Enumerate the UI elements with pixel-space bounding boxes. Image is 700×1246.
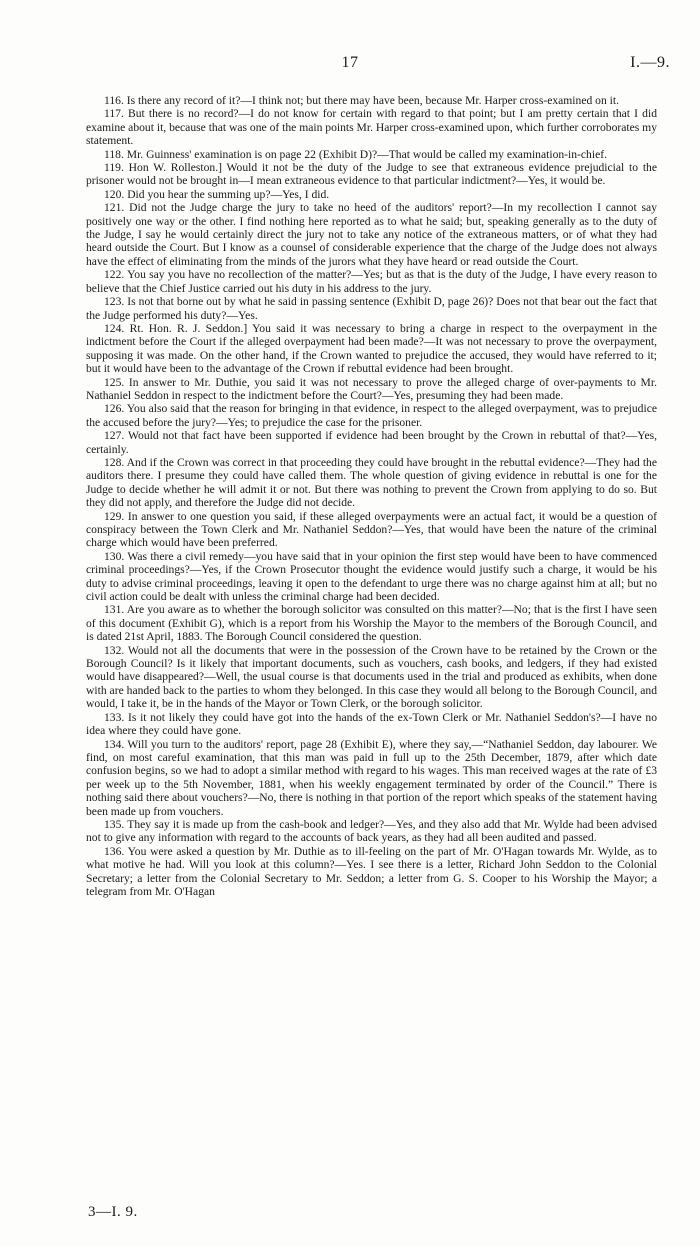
paragraph-133: 133. Is it not likely they could have got into the hands of the ex-Town Clerk or Mr. Nathaniel Seddon's?—I have no idea where they could have gone.: [86, 710, 657, 738]
paragraph-126: 126. You also said that the reason for bringing in that evidence, in respect to the alleged overpayment, was to prejudice the accused before the jury?—Yes; to prejudice the case for the prisoner.: [86, 402, 657, 429]
paragraph-120: 120. Did you hear the summing up?—Yes, I did.: [104, 187, 330, 201]
paragraph-122: 122. You say you have no recollection of the matter?—Yes; but as that is the duty of the Judge, I have every reason to believe that the Chief Justice carried out his duty in his address to the jury.: [86, 268, 657, 295]
document-reference: I.—9.: [630, 54, 670, 71]
page-signature: 3—I. 9.: [88, 1204, 138, 1220]
paragraph-125: 125. In answer to Mr. Duthie, you said it was not necessary to prove the alleged charge of over-payments to Mr. Nathaniel Seddon in respect to the indictment before the Court?—Yes, presuming they had been made.: [86, 375, 657, 402]
paragraph-129: 129. In answer to one question you said, if these alleged overpayments were an actual fact, it would be a question of conspiracy between the Town Clerk and Mr. Nathaniel Seddon?—Yes, that would have been the nature of the criminal charge which would have been preferred.: [86, 509, 657, 550]
page-number: 17: [341, 54, 359, 71]
paragraph-121: 121. Did not the Judge charge the jury to take no heed of the auditors' report?—In my recollection I cannot say positively one way or the other. I find nothing here reported as to what he said; but, speaking generally as to the duty of the Judge, I say he would certainly direct the jury not to take any notice of the extraneous matters, or of what they had heard outside the Court. But I know as a counsel of considerable experience that the charge of the Judge does not always have the effect of eliminating from the minds of the jurors what they have heard or read outside the Court.: [86, 201, 657, 268]
paragraph-132: 132. Would not all the documents that were in the possession of the Crown have to be retained by the Crown or the Borough Council? Is it likely that important documents, such as vouchers, cash books, and ledgers, if they had existed would have disappeared?—Well, the usual course is that documents used in the trial and produced as exhibits, when done with are handed back to the parties to whom they belonged. In this case they would all belong to the Borough Council, and would, I take it, be in the hands of the Mayor or Town Clerk, or the borough solicitor.: [86, 643, 657, 711]
paragraph-118: 118. Mr. Guinness' examination is on page 22 (Exhibit D)?—That would be called my examination-in-chief.: [104, 147, 607, 161]
paragraph-131: 131. Are you aware as to whether the borough solicitor was consulted on this matter?—No; that is the first I have seen of this document (Exhibit G), which is a report from his Worship the Mayor to the members of the Borough Council, and is dated 21st April, 1883. The Borough Council considered the question.: [86, 603, 657, 644]
paragraph-130: 130. Was there a civil remedy—you have said that in your opinion the first step would have been to have commenced criminal proceedings?—Yes, if the Crown Prosecutor thought the evidence would justify such a charge, it would be his duty to advise criminal proceedings, leaving it open to the defendant to urge there was no charge against him at all; but no civil action could be dealt with unless the criminal charge had been decided.: [86, 549, 657, 604]
paragraph-127: 127. Would not that fact have been supported if evidence had been brought by the Crown in rebuttal of that?—Yes, certainly.: [86, 429, 657, 456]
paragraph-136: 136. You were asked a question by Mr. Duthie as to ill-feeling on the part of Mr. O'Hagan towards Mr. Wylde, as to what motive he had. Will you look at this column?—Yes. I see there is a letter, Richard John Seddon to the Colonial Secretary; a letter from the Colonial Secretary to Mr. Seddon; a letter from G. S. Cooper to his Worship the Mayor; a telegram from Mr. O'Hagan: [86, 844, 657, 898]
paragraph-134: 134. Will you turn to the auditors' report, page 28 (Exhibit E), where they say,—“Nathaniel Seddon, day labourer. We find, on most careful examination, that this man was paid in full up to the 25th December, 1879, after which date confusion begins, so we had to adopt a similar method with regard to his wages. This man received wages at the rate of £3 per week up to the 5th November, 1881, when his weekly engagement terminated by order of the Council.” There is nothing said there about vouchers?—No, there is nothing in that portion of the report which speaks of the statement having been made up from vouchers.: [86, 737, 657, 818]
body-text: [86, 94, 657, 898]
paragraph-116: 116. Is there any record of it?—I think not; but there may have been, because Mr. Harper cross-examined on it.: [104, 94, 619, 107]
paragraph-123: 123. Is not that borne out by what he said in passing sentence (Exhibit D, page 26)? Does not that bear out the fact that the Judge performed his duty?—Yes.: [86, 295, 657, 322]
paragraph-117: 117. But there is no record?—I do not know for certain with regard to that point; but I am pretty certain that I did examine about it, because that was one of the main points Mr. Harper cross-examined upon, which further corroborates my statement.: [86, 107, 657, 148]
paragraph-135: 135. They say it is made up from the cash-book and ledger?—Yes, and they also add that Mr. Wylde had been advised not to give any information with regard to the accounts of back years, as they had all been audited and passed.: [86, 817, 657, 845]
paragraph-128: 128. And if the Crown was correct in that proceeding they could have brought in the rebuttal evidence?—They had the auditors there. I presume they could have called them. The whole question of giving evidence in rebuttal is one for the Judge to decide whether he will admit it or not. But there was nothing to prevent the Crown from applying to do so. But they did not apply, and therefore the Judge did not decide.: [86, 455, 657, 510]
paragraph-124: 124. Rt. Hon. R. J. Seddon.] You said it was necessary to bring a charge in respect to the overpayment in the indictment before the Court if the alleged overpayment had been made?—It was not necessary to prove the overpayment, supposing it was made. On the other hand, if the Crown wanted to prejudice the accused, they would have referred to it; but it would have been to the advantage of the Crown if rebuttal evidence had been brought.: [86, 321, 657, 376]
paragraph-119: 119. Hon W. Rolleston.] Would it not be the duty of the Judge to see that extraneous evidence prejudicial to the prisoner would not be brought in—I mean extraneous evidence to that particular indictment?—Yes, it would be.: [86, 161, 657, 188]
